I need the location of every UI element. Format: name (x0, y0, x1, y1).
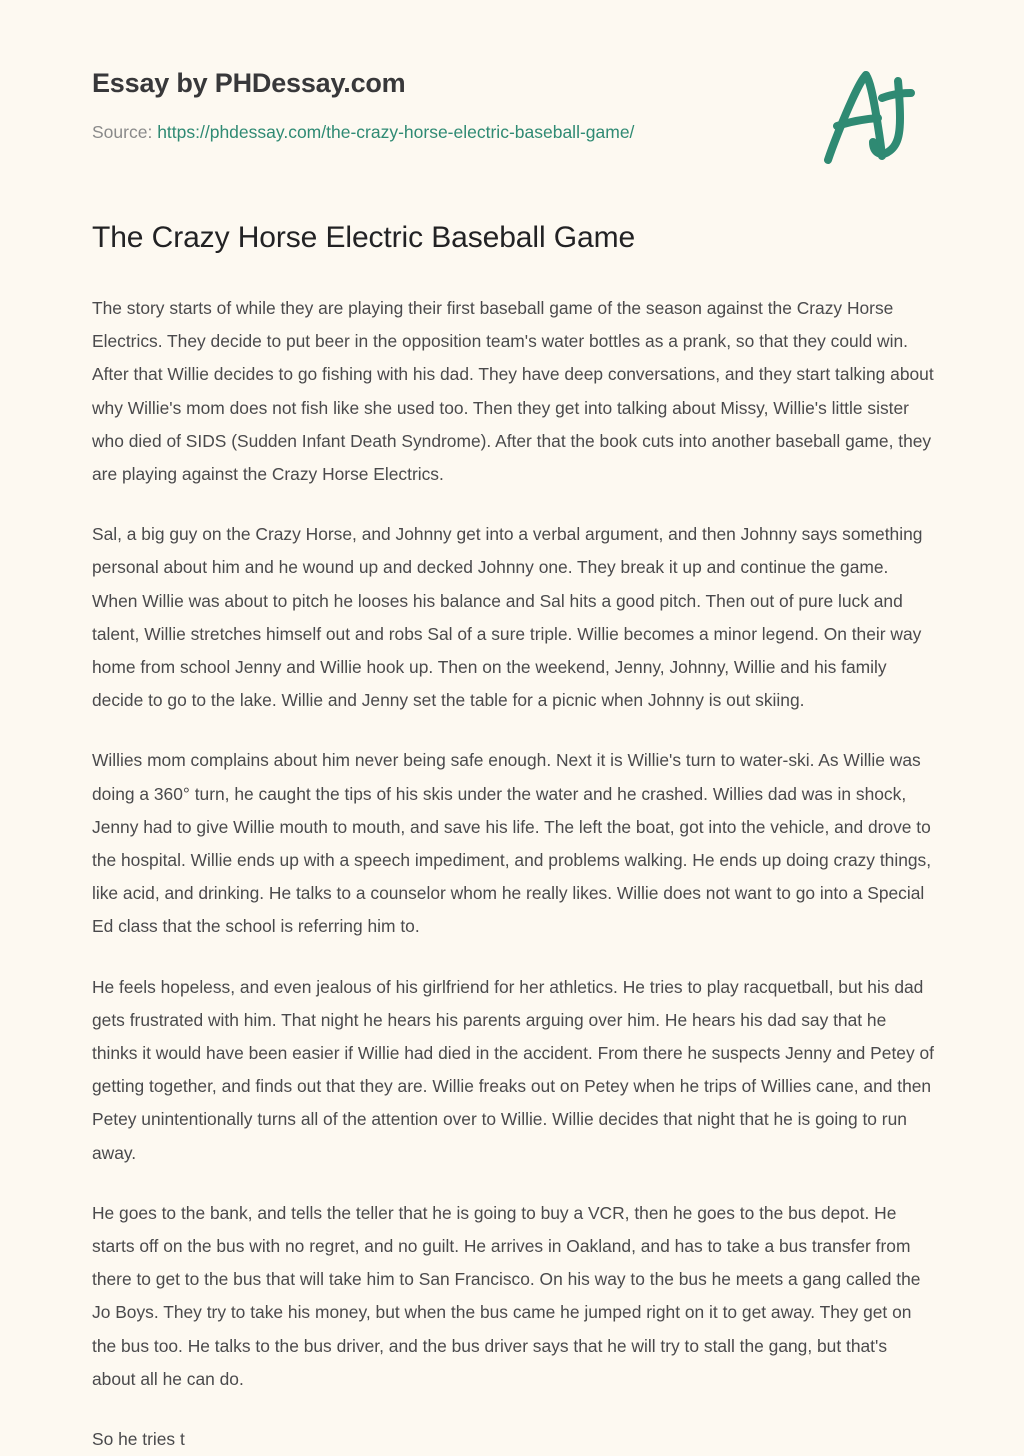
source-line (92, 120, 634, 144)
paragraph: Willies mom complains about him never being safe enough. Next it is Willie's turn to water-ski. As Willie was doing a 360° turn, he caught the tips of his skis under the water and he crashed. Willies dad was in shock, Jenny had to give Willie mouth to mouth, and save his life. The left the boat, got into the vehicle, and drove to the hospital. Willie ends up with a speech impediment, and problems walking. He ends up doing crazy things, like acid, and drinking. He talks to a counselor whom he really likes. Willie does not want to go into a Special Ed class that the school is referring him to. (92, 750, 932, 937)
brand-block (92, 66, 406, 100)
paragraph: So he tries t (92, 1429, 185, 1450)
article (92, 218, 934, 1456)
page-title: The Crazy Horse Electric Baseball Game (92, 221, 636, 254)
page-header (0, 0, 1024, 200)
paragraph: He goes to the bank, and tells the teller that he is going to buy a VCR, then he goes to the bus depot. He starts off on the bus with no regret, and no guilt. He arrives in Oakland, and has to take a bus transfer from there to get to the bus that will take him to San Francisco. On his way to the bus he meets a gang called the Jo Boys. They try to take his money, but when the bus came he jumped right on it to get away. They get on the bus too. He talks to the bus driver, and the bus driver says that he will try to stall the gang, but that's about all he can do. (92, 1202, 921, 1389)
source-url-link[interactable]: https://phdessay.com/the-crazy-horse-electric-baseball-game/ (157, 122, 635, 142)
paragraph: The story starts of while they are playing their first baseball game of the season against the Crazy Horse Electrics. They decide to put beer in the opposition team's water bottles as a prank, so that they could win. After that Willie decides to go fishing with his dad. They have deep conversations, and they start talking about why Willie's mom does not fish like she used too. Then they get into talking about Missy, Willie's little sister who died of SIDS (Sudden Infant Death Syndrome). After that the book cuts into another baseball game, they are playing against the Crazy Horse Electrics. (92, 298, 934, 485)
a-plus-logo (812, 56, 930, 174)
brand-title: Essay by PHDessay.com (92, 68, 406, 98)
a-plus-logo-icon (812, 56, 930, 174)
paragraph: He feels hopeless, and even jealous of his girlfriend for her athletics. He tries to play racquetball, but his dad gets frustrated with him. That night he hears his parents arguing over him. He hears his dad say that he thinks it would have been easier if Willie had died in the accident. From there he suspects Jenny and Petey of getting together, and finds out that they are. Willie freaks out on Petey when he trips of Willies cane, and then Petey unintentionally turns all of the attention over to Willie. Willie decides that night that he is going to run away. (92, 976, 934, 1163)
source-label: Source: (92, 122, 153, 142)
article-body (92, 292, 934, 1456)
paragraph: Sal, a big guy on the Crazy Horse, and Johnny get into a verbal argument, and then Johnny says something personal about him and he wound up and decked Johnny one. They break it up and continue the game. When Willie was about to pitch he looses his balance and Sal hits a good pitch. Then out of pure luck and talent, Willie stretches himself out and robs Sal of a sure triple. Willie becomes a minor legend. On their way home from school Jenny and Willie hook up. Then on the weekend, Jenny, Johnny, Willie and his family decide to go to the lake. Willie and Jenny set the table for a picnic when Johnny is out skiing. (92, 524, 923, 711)
